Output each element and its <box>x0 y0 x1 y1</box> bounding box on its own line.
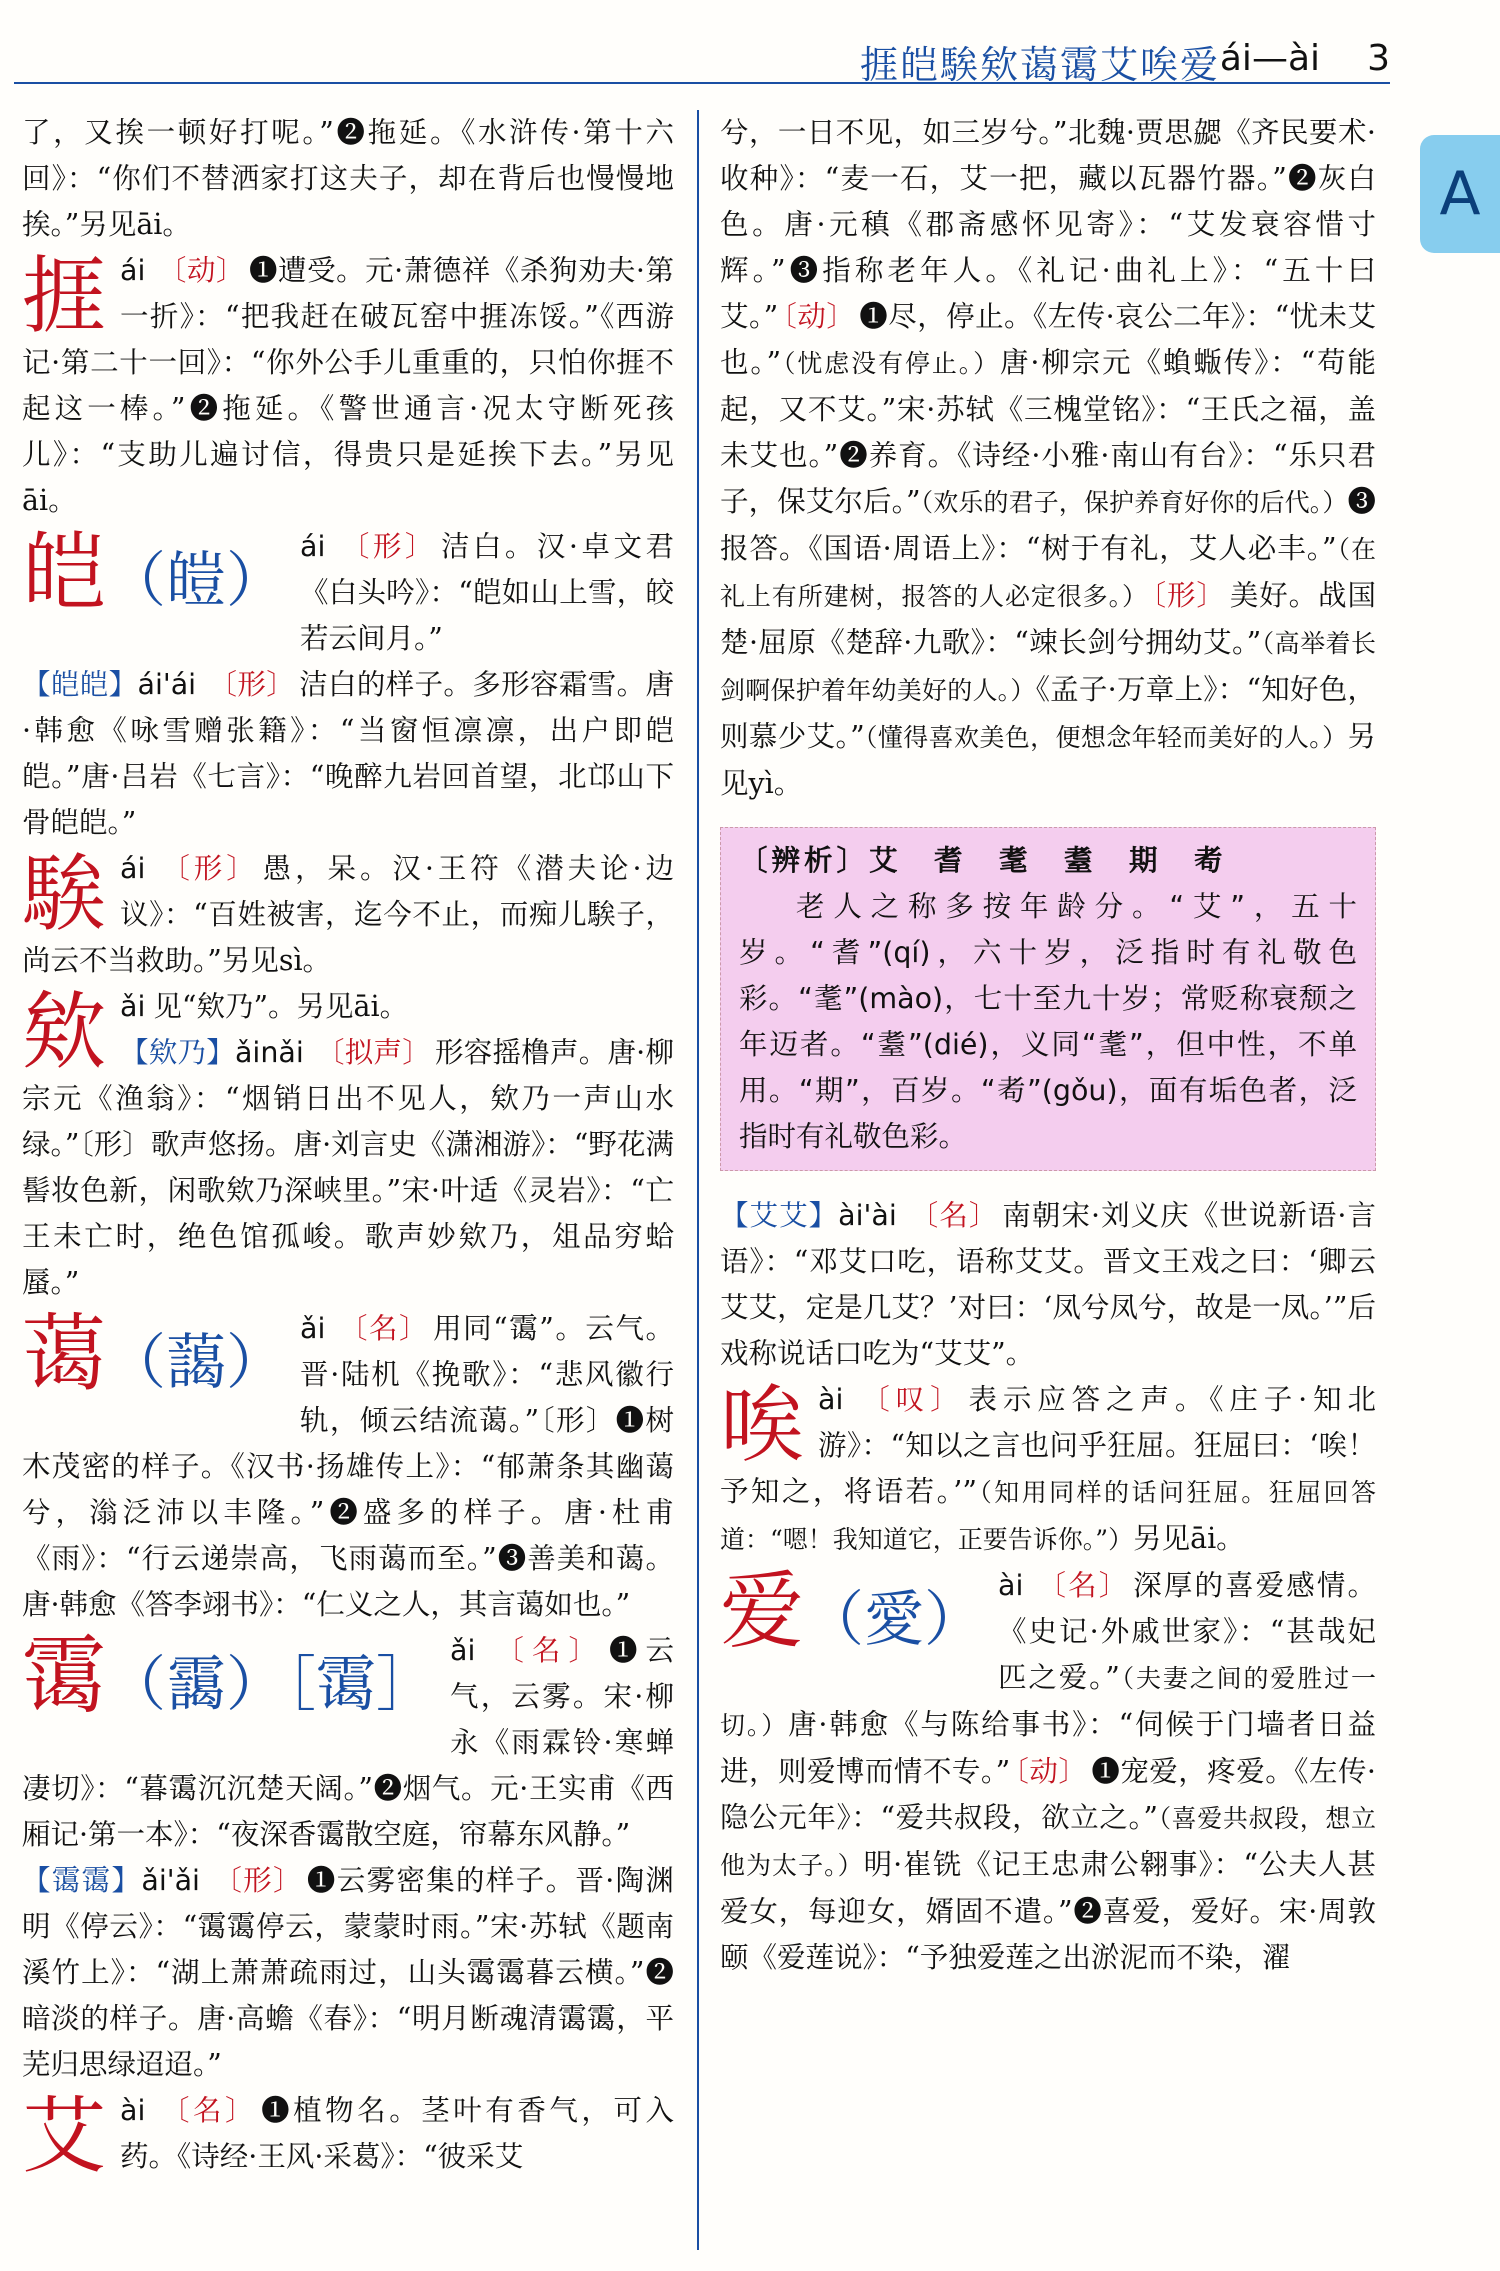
translation-note: （懂得喜欢美色，便想念年轻而美好的人。） <box>864 723 1348 752</box>
translation-note: （高举着长剑啊保护着年幼美好的人。） <box>720 629 1376 705</box>
definition: 唐·柳宗元《蝜蝂传》：“苟能起，又不艾。”宋·苏轼《三槐堂铭》：“王氏之福，盖未艾也。”❷养育。《诗经·小雅·南山有台》：“乐只君子，保艾尔后。” <box>720 346 1376 518</box>
definition: 洁白。汉·卓文君《白头吟》：“皑如山上雪，皎若云间月。” <box>300 530 674 655</box>
sub-entry <box>22 662 674 846</box>
part-of-speech: 〔形〕 <box>337 530 437 563</box>
definition: ❶云雾密集的样子。晋·陶渊明《停云》：“霭霭停云，蒙蒙时雨。”宋·苏轼《题南溪竹上》：“湖上萧萧疏雨过，山头霭霭暮云横。”❷暗淡的样子。唐·高蟾《春》：“明月断魂清霭霭，平芜归思绿迢迢。” <box>22 1864 674 2081</box>
definition: 兮，一日不见，如三岁兮。”北魏·贾思勰《齐民要术·收种》：“麦一石，艾一把，藏以瓦器竹器。”❷灰白色。唐·元稹《郡斋感怀见寄》：“艾发衰容惜寸辉。”❸指称老年人。《礼记·曲礼上》：“五十曰艾。” <box>720 116 1376 333</box>
part-of-speech: 〔形〕 <box>1151 579 1226 612</box>
part-of-speech: 〔名〕 <box>487 1634 605 1667</box>
translation-note: （在礼上有所建树，报答的人必定很多。） <box>720 535 1376 611</box>
pinyin: ǎi <box>120 990 146 1023</box>
headword <box>22 1306 287 1407</box>
translation-note: （忧虑没有停止。） <box>781 349 1001 378</box>
headword-char: 爱 <box>720 1563 805 1660</box>
pinyin: ài <box>818 1383 844 1416</box>
continuation-text: 了，又挨一顿好打呢。”❷拖延。《水浒传·第十六回》：“你们不替洒家打这夫子，却在背后也慢慢地挨。”另见āi。 <box>22 116 674 241</box>
traditional-form: （靄）［霭］ <box>106 1650 437 1720</box>
part-of-speech: 〔名〕 <box>1035 1569 1130 1602</box>
headword-char: 唉 <box>720 1377 805 1474</box>
definition: 另见āi。 <box>1133 1522 1245 1555</box>
definition: 表示应答之声。《庄子·知北游》：“知以之言也问乎狂屈。狂屈曰：‘唉！予知之，将语若。’” <box>720 1383 1376 1508</box>
headword <box>720 1563 985 1664</box>
traditional-form: （皚） <box>106 546 287 616</box>
translation-note: （夫妻之间的爱胜过一切。） <box>720 1664 1376 1740</box>
headword-char: 蔼 <box>22 1306 107 1403</box>
headword <box>22 524 287 625</box>
entry-ai-5 <box>22 1306 674 1628</box>
translation-note: （欢乐的君子，保护养育好你的后代。） <box>920 488 1348 517</box>
definition: ❶遭受。元·萧德祥《杀狗劝夫·第一折》：“把我赶在破瓦窑中捱冻馁。”《西游记·第二十一回》：“你外公手儿重重的，只怕你捱不起这一棒。”❷拖延。《警世通言·况太守断死孩儿》：“支助儿遍讨信，得贵只是延挨下去。”另见āi。 <box>22 254 674 517</box>
traditional-form: （藹） <box>106 1328 287 1398</box>
part-of-speech: 〔名〕 <box>908 1199 999 1232</box>
entry-ai-1 <box>22 248 674 524</box>
definition: ❸报答。《国语·周语上》：“树于有礼，艾人必丰。” <box>720 485 1376 565</box>
definition: 见“欸乃”。另见āi。 <box>153 990 409 1023</box>
column-divider <box>697 110 699 2250</box>
part-of-speech: 〔形〕 <box>208 668 296 701</box>
part-of-speech: 〔动〕 <box>1014 1755 1088 1788</box>
part-of-speech: 〔叹〕 <box>855 1383 965 1416</box>
definition: 唐·韩愈《与陈给事书》：“伺候于门墙者日益进，则爱博而情不专。” <box>720 1708 1376 1788</box>
analysis-box <box>720 827 1376 1171</box>
headword-char: 騃 <box>22 846 107 943</box>
definition: 南朝宋·刘义庆《世说新语·言语》：“邓艾口吃，语称艾艾。晋文王戏之曰：‘卿云艾艾，定是几艾？’对曰：‘凤兮凤兮，故是一凤。’”后戏称说话口吃为“艾艾”。 <box>720 1199 1376 1370</box>
part-of-speech: 〔形〕 <box>211 1864 303 1897</box>
sub-headword: 【欸乃】 <box>120 1036 235 1069</box>
definition: 另见yì。 <box>720 720 1376 800</box>
entry-ai-7 <box>22 2088 674 2180</box>
headword <box>22 248 107 345</box>
headword-char: 欸 <box>22 984 107 1081</box>
headword <box>22 846 107 943</box>
part-of-speech: 〔名〕 <box>337 1312 430 1345</box>
sub-headword: 【皑皑】 <box>22 668 138 701</box>
part-of-speech: 〔动〕 <box>157 254 246 287</box>
headword-char: 捱 <box>22 248 107 345</box>
entry-ai-3 <box>22 846 674 984</box>
definition: 《孟子·万章上》：“知好色，则慕少艾。” <box>720 673 1376 753</box>
entry-ai-9 <box>720 1563 1376 1981</box>
definition: ❶植物名。茎叶有香气，可入药。《诗经·王风·采葛》：“彼采艾 <box>120 2094 674 2173</box>
part-of-speech: 〔动〕 <box>782 300 856 333</box>
headword-char: 霭 <box>22 1628 107 1725</box>
pinyin: ǎi'ǎi <box>141 1864 200 1897</box>
page-header <box>14 30 1390 87</box>
definition: ❶宠爱，疼爱。《左传·隐公元年》：“爱共叔段，欲立之。” <box>720 1755 1376 1834</box>
definition: 明·崔铣《记王忠肃公翱事》：“公夫人甚爱女，每迎女，婿固不遣。”❷喜爱，爱好。宋·周敦颐《爱莲说》：“予独爱莲之出淤泥而不染，濯 <box>720 1848 1376 1974</box>
headword-char: 艾 <box>22 2088 107 2180</box>
page-number: 3 <box>1367 38 1390 79</box>
pinyin: ǎi <box>450 1634 476 1667</box>
pinyin: ái <box>300 530 326 563</box>
sub-headword: 【霭霭】 <box>22 1864 142 1897</box>
sub-headword: 【艾艾】 <box>720 1199 839 1232</box>
analysis-text: 老人之称多按年龄分。“艾”，五十岁。“耆”(qí)，六十岁，泛指时有礼敬色彩。“耄”(mào)，七十至九十岁；常贬称衰颓之年迈者。“耋”(dié)，义同“耄”，但中性，不单用。“期”，百岁。“耇”(gǒu)，面有垢色者，泛指时有礼敬色彩。 <box>739 890 1357 1153</box>
definition: ❶尽，停止。《左传·哀公二年》：“忧未艾也。” <box>720 300 1376 379</box>
sub-entry <box>720 1193 1376 1377</box>
pinyin: ái <box>120 254 146 287</box>
pinyin: ài <box>120 2094 146 2127</box>
entry-ai-6 <box>22 1628 674 1858</box>
pinyin: ǎi <box>300 1312 326 1345</box>
definition: 洁白的样子。多形容霜雪。唐·韩愈《咏雪赠张籍》：“当窗恒凛凛，出户即皑皑。”唐·吕岩《七言》：“晚醉九岩回首望，北邙山下骨皑皑。” <box>22 668 674 839</box>
translation-note: （知用同样的话问狂屈。狂屈回答道：“嗯！我知道它，正要告诉你。”） <box>720 1478 1376 1554</box>
part-of-speech: 〔拟声〕 <box>315 1036 432 1069</box>
right-column <box>720 110 1376 1981</box>
definition: 愚，呆。汉·王符《潜夫论·边议》：“百姓被害，迄今不止，而痴儿騃子，尚云不当救助。”另见sì。 <box>22 852 674 977</box>
header-characters: 捱皑騃欸蔼霭艾唉爱 <box>859 43 1220 87</box>
continuation-text <box>720 110 1376 807</box>
headword <box>720 1377 805 1474</box>
definition: ❶云气，云雾。宋·柳永《雨霖铃·寒蝉凄切》：“暮霭沉沉楚天阔。”❷烟气。元·王实甫《西厢记·第一本》：“夜深香霭散空庭，帘幕东风静。” <box>22 1634 674 1851</box>
headword-char: 皑 <box>22 524 107 621</box>
entry-ai-2 <box>22 524 674 662</box>
pinyin: ái'ái <box>137 668 197 701</box>
pinyin: ài'ài <box>838 1199 897 1232</box>
pinyin: ài <box>998 1569 1024 1602</box>
pinyin: ái <box>120 852 146 885</box>
translation-note: （喜爱共叔段，想立他为太子。） <box>720 1804 1376 1880</box>
headword <box>22 984 107 1081</box>
part-of-speech: 〔形〕 <box>157 852 259 885</box>
entry-ai-8 <box>720 1377 1376 1563</box>
pinyin: ǎinǎi <box>234 1036 304 1069</box>
definition: 美好。战国楚·屈原《楚辞·九歌》：“竦长剑兮拥幼艾。” <box>720 579 1376 659</box>
headword <box>22 2088 107 2180</box>
index-tab-a[interactable]: A <box>1420 135 1500 253</box>
analysis-title: 〔辨析〕艾 耆 耄 耋 期 耇 <box>739 844 1227 877</box>
definition: 用同“霭”。云气。晋·陆机《挽歌》：“悲风徽行轨，倾云结流蔼。”〔形〕❶树木茂密的样子。《汉书·扬雄传上》：“郁萧条其幽蔼兮，滃泛沛以丰隆。”❷盛多的样子。唐·杜甫《雨》：“行云递崇高，飞雨蔼而至。”❸善美和蔼。唐·韩愈《答李翊书》：“仁义之人，其言蔼如也。” <box>22 1312 674 1621</box>
headword <box>22 1628 437 1729</box>
part-of-speech: 〔名〕 <box>157 2094 258 2127</box>
traditional-form: （愛） <box>804 1585 985 1655</box>
definition: 形容摇橹声。唐·柳宗元《渔翁》：“烟销日出不见人，欸乃一声山水绿。”〔形〕歌声悠扬。唐·刘言史《潇湘游》：“野花满髻妆色新，闲歌欸乃深峡里。”宋·叶适《灵岩》：“亡王未亡时，绝色馆孤峻。歌声妙欸乃，俎品穷蛤蜃。” <box>22 1036 674 1299</box>
header-pinyin-range: ái—ài <box>1219 38 1320 79</box>
entry-ai-4 <box>22 984 674 1306</box>
left-column <box>22 110 674 2180</box>
sub-entry <box>22 1858 674 2088</box>
definition: 深厚的喜爱感情。《史记·外戚世家》：“甚哉妃匹之爱。” <box>998 1569 1376 1694</box>
